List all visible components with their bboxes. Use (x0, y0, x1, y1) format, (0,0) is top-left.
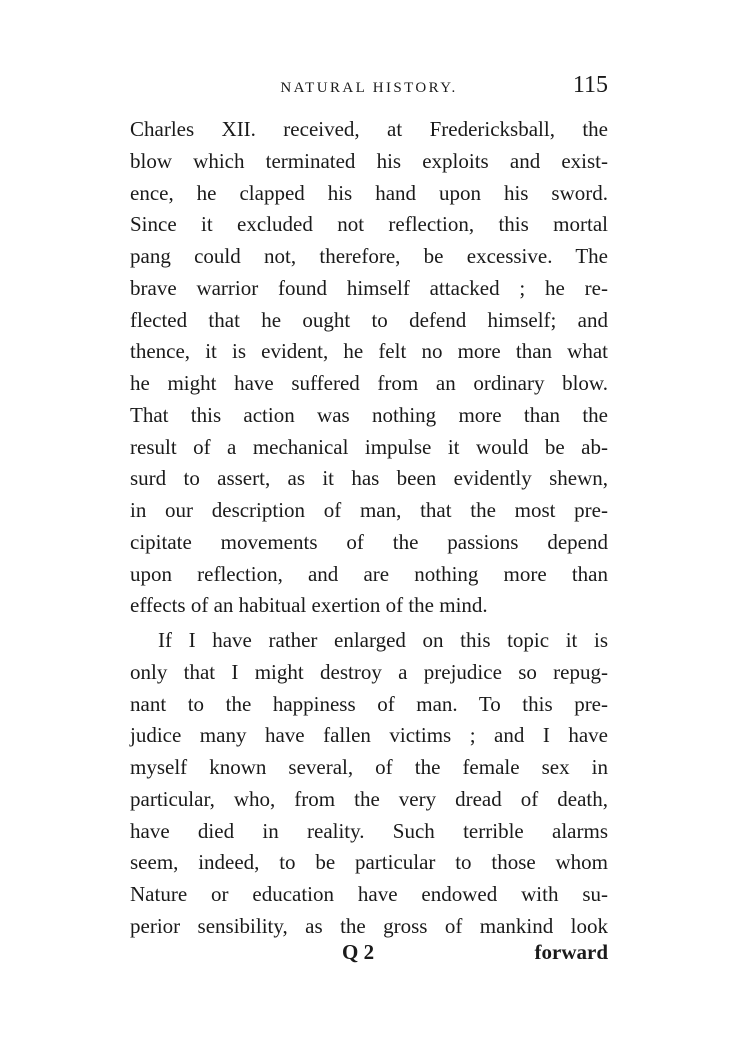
page-footer (130, 940, 608, 972)
text-line: That this action was nothing more than the (130, 402, 608, 427)
signature-mark: Q 2 (342, 940, 375, 964)
text-line: result of a mechanical impulse it would be ab- (130, 434, 608, 459)
text-line: in our description of man, that the most pre- (130, 498, 608, 522)
text-line: blow which terminated his exploits and exist- (130, 148, 608, 173)
text-line: nant to the happiness of man. To this pre- (130, 691, 608, 716)
text-line: upon reflection, and are nothing more than (130, 561, 608, 586)
text-line: Charles XII. received, at Fredericksball, the (130, 117, 608, 141)
running-title: NATURAL HISTORY. (280, 80, 458, 96)
text-line: judice many have fallen victims ; and I have (130, 723, 608, 748)
catchword: forward (534, 940, 608, 964)
text-line: only that I might destroy a prejudice so repug- (130, 659, 608, 684)
text-line: perior sensibility, as the gross of mankind look (130, 913, 608, 938)
page-number: 115 (572, 72, 608, 98)
running-head (130, 72, 608, 104)
text-line: have died in reality. Such terrible alarms (130, 818, 608, 843)
text-line: effects of an habitual exertion of the mind. (130, 593, 488, 618)
text-line: Nature or education have endowed with su- (130, 882, 608, 906)
text-line: he might have suffered from an ordinary blow. (130, 371, 608, 395)
text-line: particular, who, from the very dread of death, (130, 786, 608, 811)
text-line: pang could not, therefore, be excessive. The (130, 244, 608, 268)
text-line: ence, he clapped his hand upon his sword. (130, 180, 608, 205)
text-line: cipitate movements of the passions depend (130, 529, 608, 554)
text-line: Since it excluded not reflection, this mortal (130, 212, 608, 237)
text-line: myself known several, of the female sex in (130, 755, 608, 779)
text-line: If I have rather enlarged on this topic it is (158, 628, 608, 652)
body-text (130, 114, 608, 943)
text-line: brave warrior found himself attacked ; he re- (130, 275, 608, 300)
text-line: thence, it is evident, he felt no more than what (130, 339, 608, 364)
text-line: seem, indeed, to be particular to those whom (130, 850, 608, 875)
text-line: flected that he ought to defend himself; and (130, 307, 608, 332)
text-line: surd to assert, as it has been evidently shewn, (130, 466, 608, 491)
